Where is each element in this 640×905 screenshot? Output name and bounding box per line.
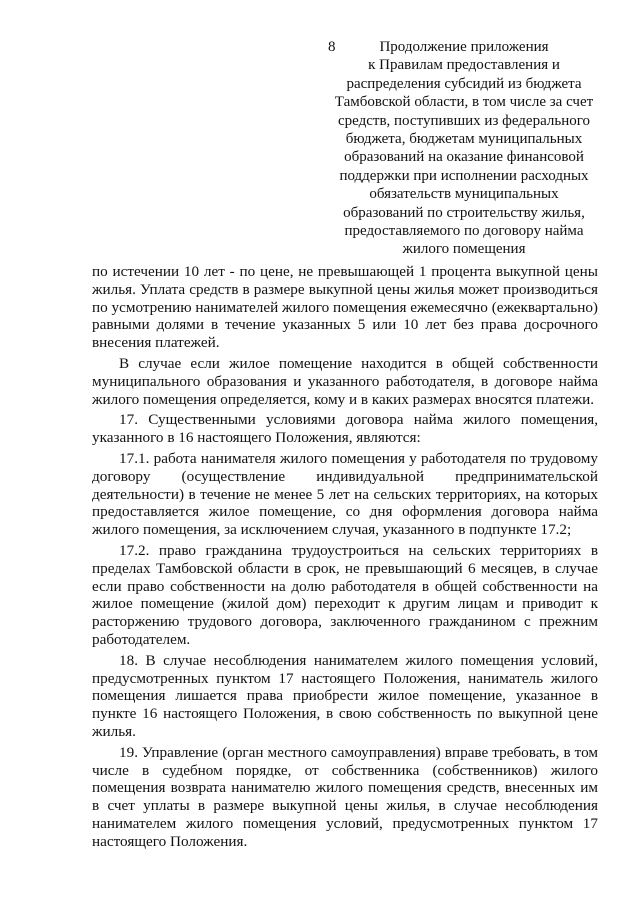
appendix-header (318, 38, 610, 259)
paragraph-item-17-1: 17.1. работа нанимателя жилого помещения у работодателя по трудовому договору (осуществление индивидуальной предпринимательской деятельности) в течение не менее 5 лет на сельских территориях, на которых предоставляется жилое помещение, со дня оформления договора найма жилого помещения, за исключением случая, указанного в подпункте 17.2; (92, 449, 598, 539)
header-line: жилого помещения (402, 241, 526, 258)
header-line: обязательств муниципальных (369, 186, 559, 203)
page-number: 8 (328, 39, 336, 55)
paragraph-item-18: 18. В случае несоблюдения нанимателем жилого помещения условий, предусмотренных пунктом 17 настоящего Положения, наниматель жилого помещения лишается права приобрести жилое помещение, указанное в пункте 16 настоящего Положения, в свою собственность по выкупной цене жилья. (92, 651, 598, 740)
paragraph-item-19: 19. Управление (орган местного самоуправления) вправе требовать, в том числе в судебном порядке, от собственника (собственников) жилого помещения возврата нанимателю жилого помещения средств, внесенных им в счет уплаты в размере выкупной цены жилья, в случае несоблюдения нанимателем жилого помещения условий, предусмотренных пунктом 17 настоящего Положения. (92, 743, 598, 850)
header-line: средств, поступивших из федерального (337, 112, 591, 129)
paragraph-item-17: 17. Существенными условиями договора найма жилого помещения, указанного в 16 настоящего Положения, являются: (92, 411, 598, 447)
header-line: поддержки при исполнении расходных (339, 167, 589, 184)
header-line: к Правилам предоставления и (368, 57, 560, 74)
paragraph-item-17-2: 17.2. право гражданина трудоустроиться на сельских территориях в пределах Тамбовской области в срок, не превышающий 6 месяцев, в случае если право собственности на долю работодателя в общей собственности на жилое помещение (жилой дом) переходит к другим лицам и приводит к расторжению трудового договора, заключенного гражданином с прежним работодателем. (92, 541, 598, 648)
paragraph-continuation: по истечении 10 лет - по цене, не превышающей 1 процента выкупной цены жилья. Уплата средств в размере выкупной цены жилья может производиться по усмотрению нанимателей жилого помещения ежемесячно (ежеквартально) равными долями в течение указанных 5 или 10 лет без права досрочного внесения платежей. (92, 263, 598, 352)
header-line: бюджета, бюджетам муниципальных (345, 131, 583, 148)
header-line: распределения субсидий из бюджета (346, 75, 582, 92)
header-line: Тамбовской области, в том числе за счет (334, 94, 594, 111)
paragraph-shared-ownership: В случае если жилое помещение находится в общей собственности муниципального образования и указанного работодателя, в договоре найма жилого помещения определяется, кому и в каких размерах вносятся платежи. (92, 354, 598, 408)
document-body (92, 263, 598, 851)
header-line: образований на оказание финансовой (344, 149, 584, 166)
header-line: предоставляемого по договору найма (344, 223, 584, 240)
header-line: образований по строительству жилья, (343, 204, 585, 221)
header-line: Продолжение приложения (379, 39, 549, 55)
